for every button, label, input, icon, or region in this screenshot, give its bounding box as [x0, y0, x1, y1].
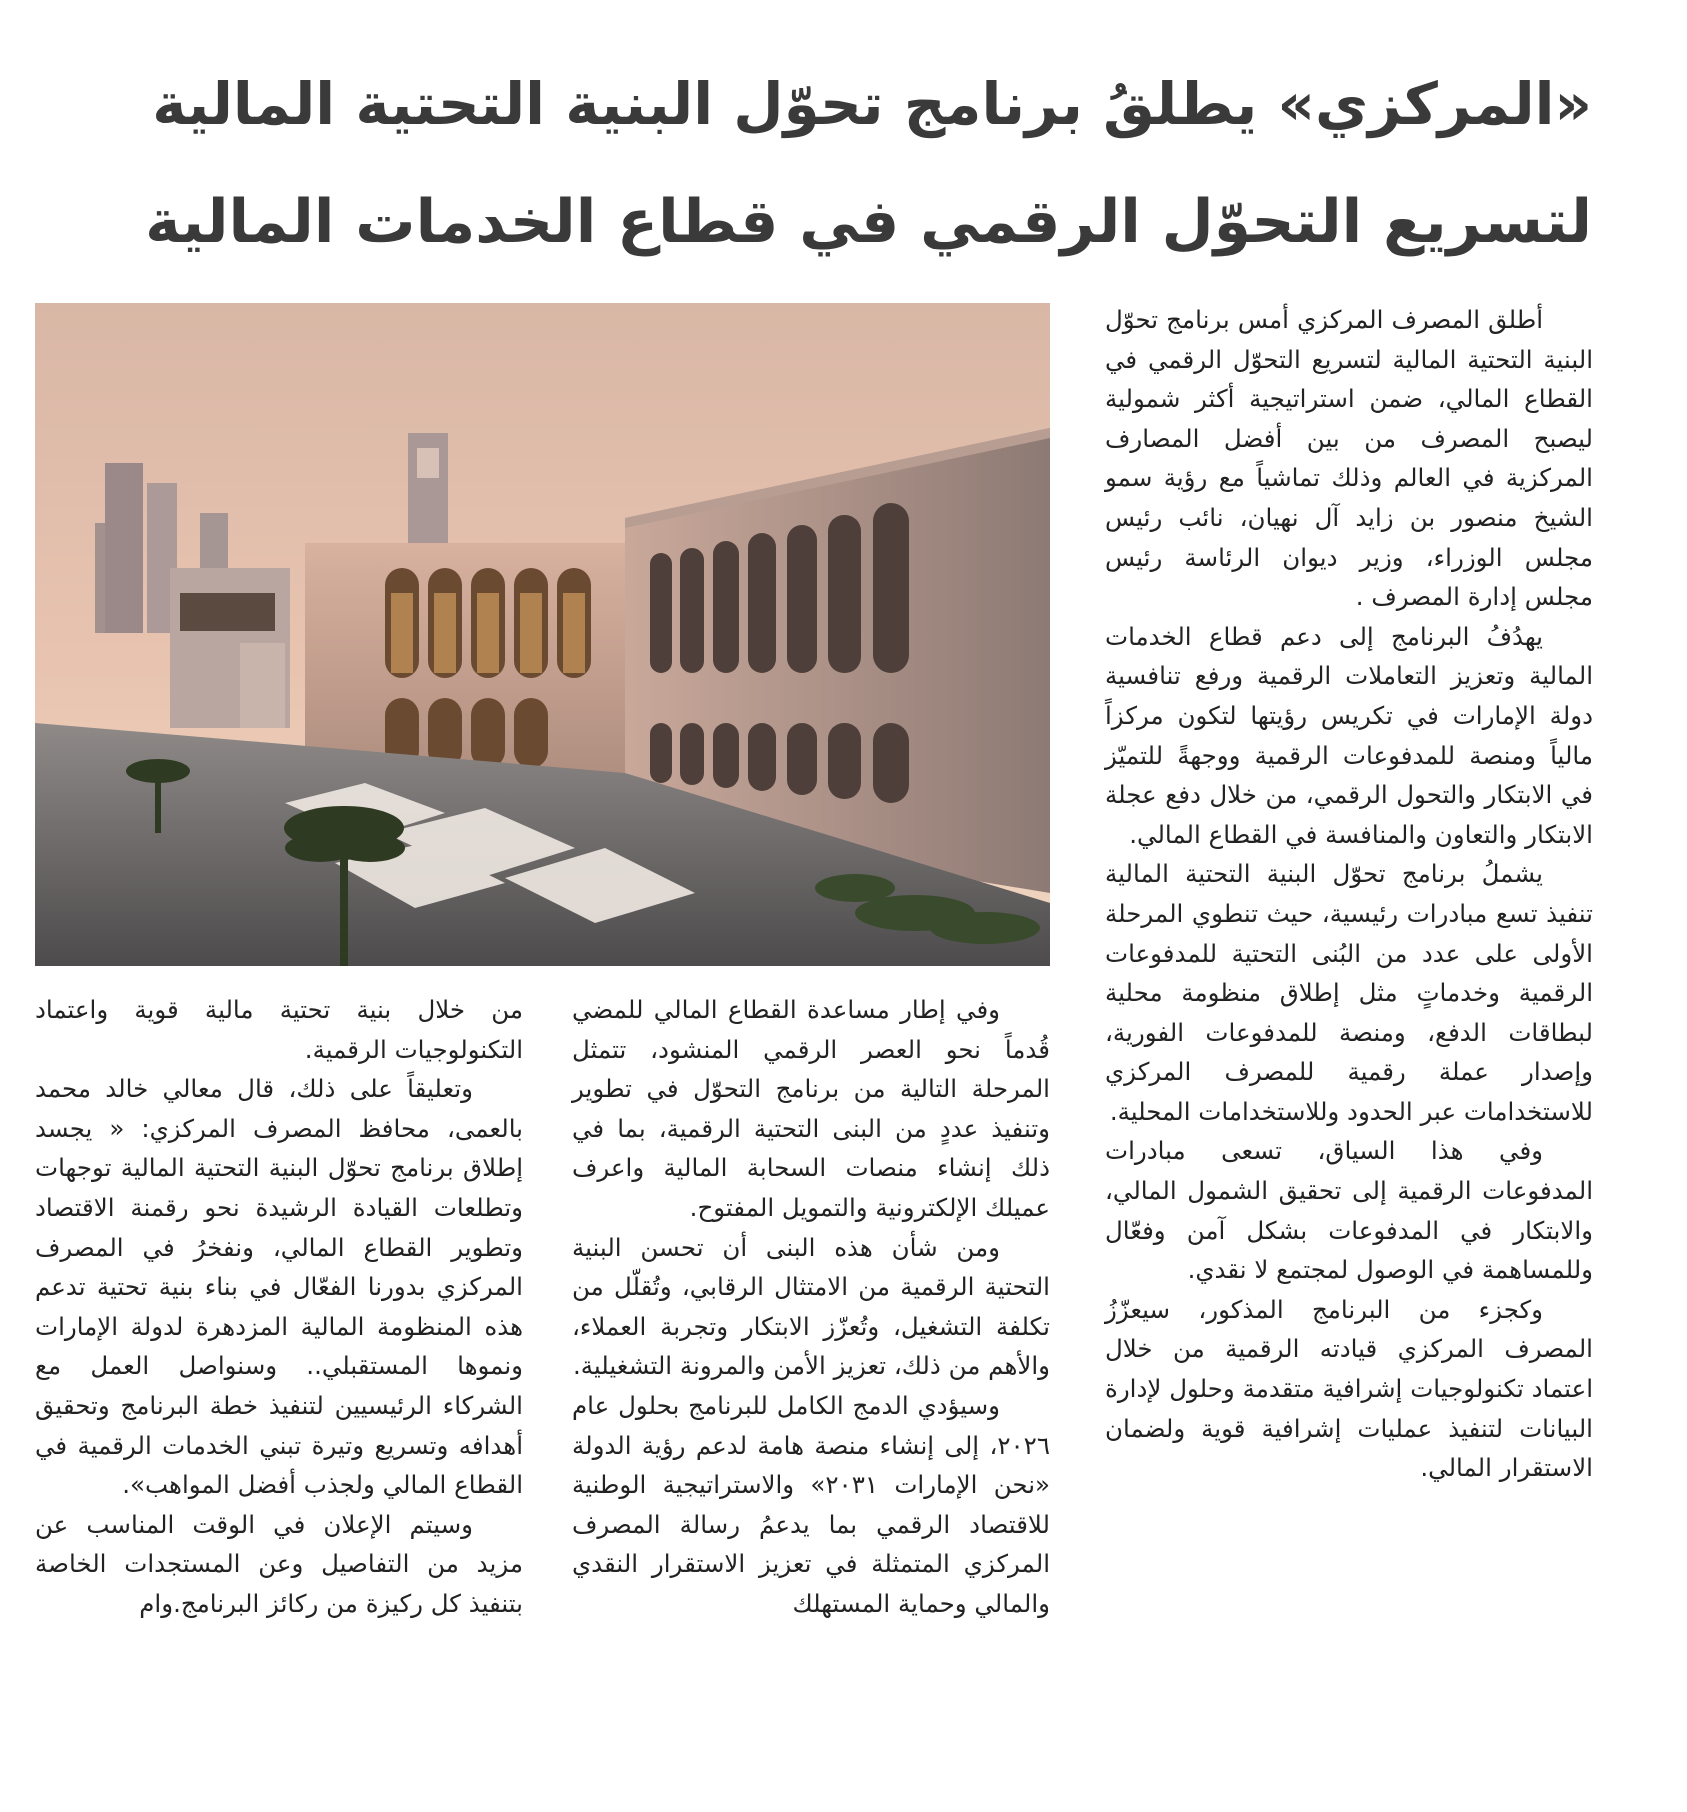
- right-paragraph-4: وفي هذا السياق، تسعى مبادرات المدفوعات الرقمية إلى تحقيق الشمول المالي، والابتكار في المدفوعات بشكل آمن وفعّال وللمساهمة في الوصول لمجتمع لا نقدي.: [1105, 1136, 1593, 1285]
- middle-paragraph-1: وفي إطار مساعدة القطاع المالي للمضي قُدماً نحو العصر الرقمي المنشود، تتمثل المرحلة التالية من برنامج التحوّل في تطوير وتنفيذ عددٍ من البنى التحتية الرقمية، بما في ذلك إنشاء منصات السحابة المالية واعرف عميلك الإلكترونية والتمويل المفتوح.: [572, 995, 1050, 1222]
- article-column-right: [1105, 300, 1593, 1488]
- left-paragraph-1: من خلال بنية تحتية مالية قوية واعتماد التكنولوجيات الرقمية.: [35, 995, 523, 1064]
- right-paragraph-2: يهدُفُ البرنامج إلى دعم قطاع الخدمات المالية وتعزيز التعاملات الرقمية ورفع تنافسية دولة الإمارات في تكريس رؤيتها لتكون مركزاً مالياً ومنصة للمدفوعات الرقمية ووجهةً للتميّز في الابتكار والتحول الرقمي، من خلال دفع عجلة الابتكار والتعاون والمنافسة في القطاع المالي.: [1105, 621, 1593, 849]
- article-column-left: [35, 990, 523, 1624]
- article-column-middle: [572, 990, 1050, 1624]
- right-paragraph-1: أطلق المصرف المركزي أمس برنامج تحوّل البنية التحتية المالية لتسريع التحوّل الرقمي في القطاع المالي، ضمن استراتيجية أكثر شمولية ليصبح المصرف من بين أفضل المصارف المركزية في العالم وذلك تماشياً مع رؤية سمو الشيخ منصور بن زايد آل نهيان، نائب رئيس مجلس الوزراء، وزير ديوان الرئاسة رئيس مجلس إدارة المصرف .: [1105, 305, 1593, 612]
- headline-line-2: لتسريع التحوّل الرقمي في قطاع الخدمات المالية: [145, 187, 1592, 257]
- middle-paragraph-2: ومن شأن هذه البنى أن تحسن البنية التحتية الرقمية من الامتثال الرقابي، وتُقلّل من تكلفة التشغيل، وتُعزّز الابتكار وتجربة العملاء، والأهم من ذلك، تعزيز الأمن والمرونة التشغيلية.: [572, 1232, 1050, 1381]
- article-headline: [130, 45, 1592, 281]
- right-paragraph-5: وكجزء من البرنامج المذكور، سيعزّزُ المصرف المركزي قيادته الرقمية من خلال اعتماد تكنولوجيات إشرافية متقدمة وحلول لإدارة البيانات لتنفيذ عمليات إشرافية قوية ولضمان الاستقرار المالي.: [1105, 1294, 1593, 1483]
- right-paragraph-3: يشملُ برنامج تحوّل البنية التحتية المالية تنفيذ تسع مبادرات رئيسية، حيث تنطوي المرحلة الأولى على عدد من البُنى التحتية للمدفوعات الرقمية وخدماتٍ مثل إطلاق منظومة محلية لبطاقات الدفع، ومنصة للمدفوعات الفورية، وإصدار عملة رقمية للمصرف المركزي للاستخدامات عبر الحدود وللاستخدامات المحلية.: [1105, 859, 1593, 1126]
- headline-line-1: «المركزي» يطلقُ برنامج تحوّل البنية التحتية المالية: [152, 70, 1592, 138]
- left-paragraph-2: وتعليقاً على ذلك، قال معالي خالد محمد بالعمى، محافظ المصرف المركزي: « يجسد إطلاق برنامج تحوّل البنية التحتية المالية توجهات وتطلعات القيادة الرشيدة نحو رقمنة الاقتصاد وتطوير القطاع المالي، ونفخرُ في المصرف المركزي بدورنا الفعّال في بناء بنية تحتية تدعم هذه المنظومة المالية المزدهرة لدولة الإمارات ونموها المستقبلي.. وسنواصل العمل مع الشركاء الرئيسيين لتنفيذ خطة البرنامج وتحقيق أهدافه وتسريع وتيرة تبني الخدمات الرقمية في القطاع المالي ولجذب أفضل المواهب».: [35, 1074, 523, 1500]
- middle-paragraph-3: وسيؤدي الدمج الكامل للبرنامج بحلول عام ٢٠٢٦، إلى إنشاء منصة هامة لدعم رؤية الدولة «نحن الإمارات ٢٠٣١» والاستراتيجية الوطنية للاقتصاد الرقمي بما يدعمُ رسالة المصرف المركزي المتمثلة في تعزيز الاستقرار النقدي والمالي وحماية المستهلك: [572, 1390, 1051, 1618]
- left-paragraph-3: وسيتم الإعلان في الوقت المناسب عن مزيد من التفاصيل وعن المستجدات الخاصة بتنفيذ كل ركيزة من ركائز البرنامج.وام: [35, 1509, 523, 1618]
- central-bank-building-photo: [35, 303, 1050, 966]
